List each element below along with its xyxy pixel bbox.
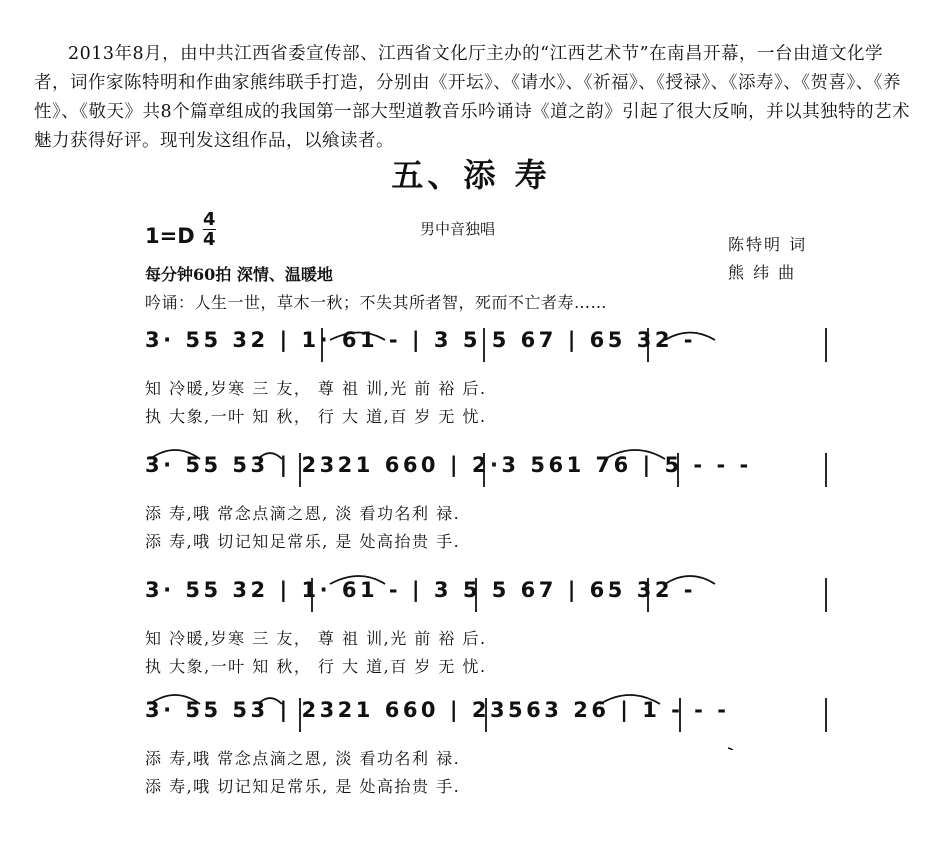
lyrics-verse1-line3: 知 冷暖,岁寒 三 友， 尊 祖 训,光 前 裕 后. [145, 629, 487, 648]
song-title: 五、添 寿 [391, 156, 551, 194]
key-signature: 1=D [145, 224, 195, 248]
time-signature-bottom: 4 [203, 229, 216, 250]
lyrics-verse2-line2: 添 寿,哦 切记知足常乐, 是 处高抬贵 手. [145, 532, 461, 551]
lyrics-verse1-line2: 添 寿,哦 常念点滴之恩, 淡 看功名利 禄. [145, 504, 461, 523]
time-signature [203, 210, 216, 249]
composer-credit: 熊 纬 曲 [728, 263, 797, 282]
recitation-text: 吟诵：人生一世，草木一秋；不失其所者智，死而不亡者寿…… [145, 293, 608, 312]
lyrics-verse1-line4: 添 寿,哦 常念点滴之恩, 淡 看功名利 禄. [145, 749, 461, 768]
notation-line-1: 3· 55 32 | 1· 61 - | 3 5 5 67 | 65 32 - [145, 328, 696, 352]
score-system-1 [0, 320, 942, 440]
score-system-2 [0, 445, 942, 565]
score-system-3 [0, 570, 942, 690]
lyricist-credit: 陈特明 词 [728, 235, 808, 254]
notation-line-3: 3· 55 32 | 1· 61 - | 3 5 5 67 | 65 32 - [145, 578, 696, 602]
lyrics-verse2-line3: 执 大象,一叶 知 秋， 行 大 道,百 岁 无 忧. [145, 657, 487, 676]
lyrics-verse2-line1: 执 大象,一叶 知 秋， 行 大 道,百 岁 无 忧. [145, 407, 487, 426]
score-system-4 [0, 690, 942, 810]
performance-note: 男中音独唱 [420, 220, 496, 238]
lyrics-verse1-line1: 知 冷暖,岁寒 三 友， 尊 祖 训,光 前 裕 后. [145, 379, 487, 398]
notation-line-2: 3· 55 53 | 2321 660 | 2·3 561 76 | 5 - - - [145, 453, 752, 477]
tempo-marking: 每分钟60拍 深情、温暖地 [145, 265, 333, 284]
lyrics-verse2-line4: 添 寿,哦 切记知足常乐, 是 处高抬贵 手. [145, 777, 461, 796]
time-signature-top: 4 [203, 209, 216, 230]
intro-paragraph: 2013年8月，由中共江西省委宣传部、江西省文化厅主办的“江西艺术节”在南昌开幕，一台由道文化学者，词作家陈特明和作曲家熊纬联手打造，分别由《开坛》、《请水》、《祈福》、《授禄》、《添寿》、《贺喜》、《养性》、《敬天》共8个篇章组成的我国第一部大型道教音乐吟诵诗《道之韵》引起了很大反响，并以其独特的艺术魅力获得好评。现刊发这组作品，以飨读者。 [34, 44, 911, 151]
notation-line-4: 3· 55 53 | 2321 660 | 23563 26 | 1 - - - [145, 698, 730, 722]
